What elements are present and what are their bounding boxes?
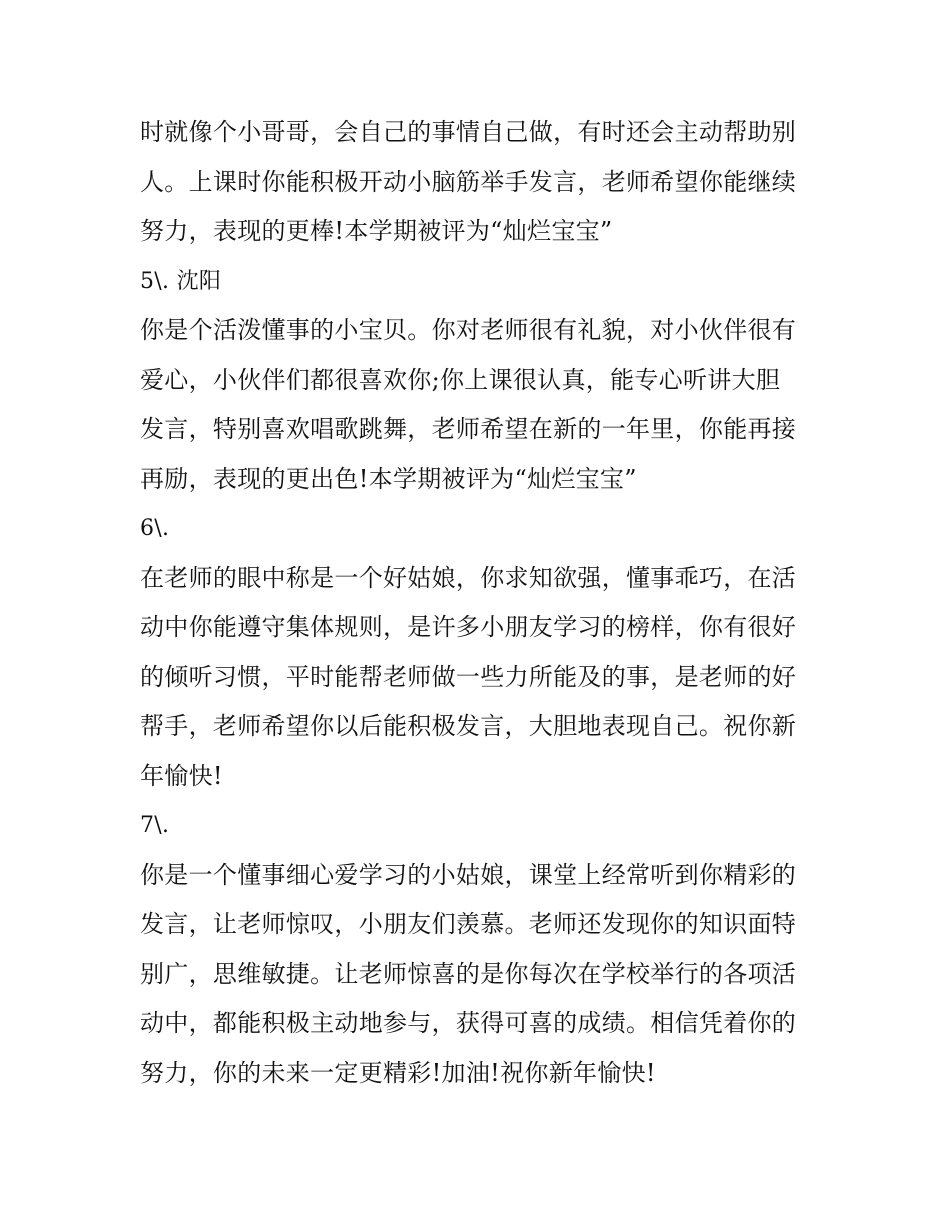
text-line: 你是个活泼懂事的小宝贝。你对老师很有礼貌，对小伙伴很有 — [140, 316, 797, 344]
text-line: 努力，你的未来一定更精彩!加油!祝你新年愉快! — [140, 1058, 656, 1087]
text-line: 动中你能遵守集体规则，是许多小朋友学习的榜样，你有很好 — [140, 613, 797, 641]
text-line: 动中，都能积极主动地参与，获得可喜的成绩。相信凭着你的 — [140, 1009, 797, 1037]
text-line: 年愉快! — [140, 761, 223, 790]
text-line: 你是一个懂事细心爱学习的小姑娘，课堂上经常听到你精彩的 — [140, 860, 797, 889]
text-line: 发言，让老师惊叹，小朋友们羡慕。老师还发现你的知识面特 — [140, 910, 797, 938]
section-heading: 7\. — [140, 813, 170, 838]
text-line: 别广，思维敏捷。让老师惊喜的是你每次在学校举行的各项活 — [140, 959, 797, 988]
text-line: 人。上课时你能积极开动小脑筋举手发言，老师希望你能继续 — [140, 167, 797, 196]
text-line: 的倾听习惯，平时能帮老师做一些力所能及的事，是老师的好 — [140, 662, 797, 691]
document-body — [140, 108, 820, 1098]
section-heading: 5\. 沈阳 — [140, 268, 222, 294]
text-line: 时就像个小哥哥，会自己的事情自己做，有时还会主动帮助别 — [140, 118, 797, 146]
text-line: 爱心，小伙伴们都很喜欢你;你上课很认真，能专心听讲大胆 — [140, 365, 781, 394]
text-line: 再励，表现的更出色!本学期被评为“灿烂宝宝” — [140, 464, 637, 493]
text-line: 在老师的眼中称是一个好姑娘，你求知欲强，懂事乖巧，在活 — [140, 563, 797, 592]
text-line: 发言，特别喜欢唱歌跳舞，老师希望在新的一年里，你能再接 — [140, 415, 797, 443]
text-line: 努力，表现的更棒!本学期被评为“灿烂宝宝” — [140, 217, 613, 245]
text-line: 帮手，老师希望你以后能积极发言，大胆地表现自己。祝你新 — [140, 712, 797, 740]
section-heading: 6\. — [140, 516, 170, 541]
